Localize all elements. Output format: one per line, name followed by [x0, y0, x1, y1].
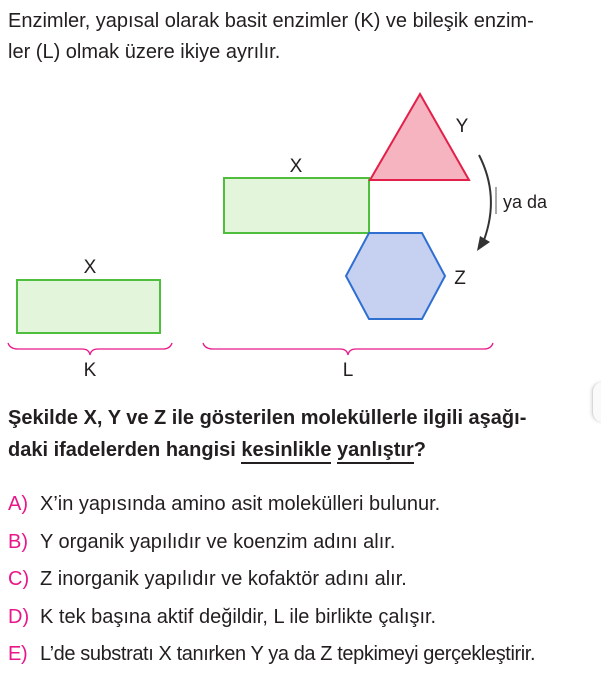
- right-x-rectangle: [224, 178, 369, 233]
- option-b[interactable]: [8, 524, 598, 562]
- option-d[interactable]: [8, 599, 598, 637]
- question-mark: ?: [413, 439, 426, 461]
- exchange-arrow: [479, 155, 491, 240]
- ya-da-label: ya da: [503, 192, 548, 212]
- option-c-letter: C): [8, 568, 30, 590]
- option-e-text: L’de substratı X tanırken Y ya da Z tepkimeyi gerçekleştirir.: [40, 643, 536, 665]
- option-e-letter: E): [8, 643, 28, 665]
- emphasis-kesinlikle: kesinlikle: [241, 439, 331, 464]
- k-brace: [8, 343, 172, 355]
- k-label: K: [83, 360, 97, 381]
- l-brace: [203, 343, 493, 355]
- option-a-text: X’in yapısında amino asit molekülleri bulunur.: [40, 493, 441, 515]
- option-c[interactable]: [8, 561, 598, 599]
- option-c-text: Z inorganik yapılıdır ve kofaktör adını alır.: [40, 568, 407, 590]
- emphasis-yanlistir: yanlıştır: [337, 439, 414, 464]
- y-label: Y: [455, 116, 469, 137]
- answer-options: [8, 486, 598, 674]
- question-line-1: Şekilde X, Y ve Z ile gösterilen moleküllerle ilgili aşağı-: [8, 407, 527, 429]
- simple-enzyme-group: [8, 257, 172, 381]
- conjugated-enzyme-group: [203, 94, 548, 381]
- option-d-letter: D): [8, 605, 30, 628]
- option-d-text: K tek başına aktif değildir, L ile birlikte çalışır.: [40, 605, 437, 628]
- question-line-2: daki ifadelerden hangisi: [8, 439, 242, 461]
- option-b-letter: B): [8, 530, 28, 553]
- y-triangle: [370, 94, 469, 180]
- right-x-label: X: [289, 156, 303, 177]
- question-stem: [8, 402, 598, 466]
- option-b-text: Y organik yapılıdır ve koenzim adını alır.: [40, 530, 396, 553]
- z-hexagon: [346, 233, 445, 319]
- left-x-label: X: [83, 257, 97, 278]
- option-e[interactable]: [8, 636, 598, 674]
- intro-line-2: ler (L) olmak üzere ikiye ayrılır.: [8, 41, 281, 63]
- option-a-letter: A): [8, 493, 28, 515]
- l-label: L: [342, 360, 354, 381]
- z-label: Z: [454, 268, 466, 289]
- left-x-rectangle: [17, 280, 160, 333]
- exchange-arrow-head: [477, 236, 490, 251]
- option-a[interactable]: [8, 486, 598, 524]
- intro-line-1: Enzimler, yapısal olarak basit enzimler (K) ve bileşik enzim-: [8, 10, 534, 32]
